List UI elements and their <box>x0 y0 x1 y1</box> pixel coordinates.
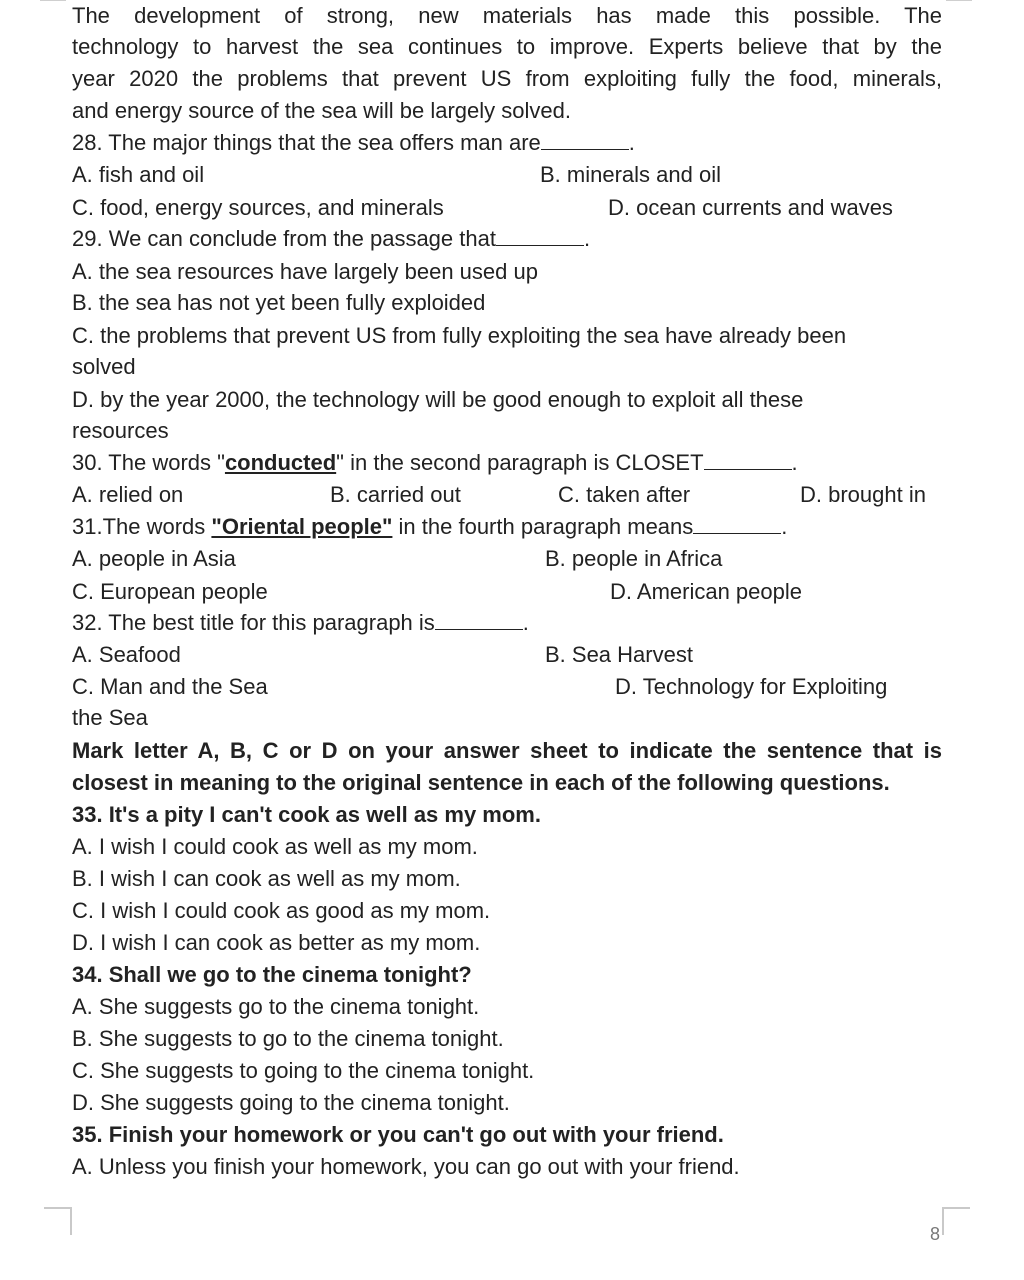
option-a: A. She suggests go to the cinema tonight. <box>72 994 480 1019</box>
option-d: D. American people <box>610 579 802 604</box>
underlined-phrase: "Oriental people" <box>211 514 393 539</box>
option-d: D. She suggests going to the cinema tonight. <box>72 1090 510 1115</box>
option-c-continued: solved <box>72 354 136 379</box>
passage-line: and energy source of the sea will be largely solved. <box>72 98 571 123</box>
option-c: C. taken after <box>558 482 691 507</box>
option-c: C. Man and the Sea <box>72 674 268 699</box>
question-29: 29. We can conclude from the passage that . <box>72 226 591 251</box>
option-c: C. I wish I could cook as good as my mom. <box>72 898 491 923</box>
option-a: A. relied on <box>72 482 184 507</box>
option-b: B. She suggests to go to the cinema tonight. <box>72 1026 504 1051</box>
option-c: C. the problems that prevent US from fully exploiting the sea have already been <box>72 323 847 348</box>
option-d: D. ocean currents and waves <box>608 195 893 220</box>
option-c: C. She suggests to going to the cinema tonight. <box>72 1058 535 1083</box>
answer-blank <box>496 227 584 246</box>
question-stem: 29. We can conclude from the passage that <box>72 226 496 251</box>
question-28: 28. The major things that the sea offers man are . <box>72 130 635 155</box>
page-edge-top-left <box>40 0 66 1</box>
option-d: D. by the year 2000, the technology will be good enough to exploit all these <box>72 387 804 412</box>
underlined-word: conducted <box>224 450 337 475</box>
option-c: C. food, energy sources, and minerals <box>72 195 444 220</box>
option-d-continued: the Sea <box>72 705 148 730</box>
answer-blank <box>693 515 781 534</box>
option-a: A. Unless you finish your homework, you can go out with your friend. <box>72 1154 740 1179</box>
option-b: B. Sea Harvest <box>545 642 693 667</box>
answer-blank <box>541 131 629 150</box>
question-33-stem: 33. It's a pity I can't cook as well as my mom. <box>72 802 541 827</box>
question-stem: 28. The major things that the sea offers man are <box>72 130 541 155</box>
passage-line: year 2020 the problems that prevent US from exploiting fully the food, minerals, <box>72 66 942 91</box>
option-a: A. the sea resources have largely been used up <box>72 259 538 284</box>
option-c: C. European people <box>72 579 268 604</box>
option-b: B. minerals and oil <box>540 162 721 187</box>
question-stem: 32. The best title for this paragraph is <box>72 610 435 635</box>
option-b: B. the sea has not yet been fully exploided <box>72 290 486 315</box>
crop-mark-bottom-left <box>44 1207 72 1235</box>
crop-mark-bottom-right <box>942 1207 970 1235</box>
question-32: 32. The best title for this paragraph is . <box>72 610 529 635</box>
page-edge-top-right <box>946 0 972 1</box>
section-instruction: closest in meaning to the original sentence in each of the following questions. <box>72 770 890 795</box>
option-b: B. I wish I can cook as well as my mom. <box>72 866 461 891</box>
passage-line: technology to harvest the sea continues to improve. Experts believe that by the <box>72 34 942 59</box>
answer-blank <box>435 611 523 630</box>
option-a: A. I wish I could cook as well as my mom. <box>72 834 478 859</box>
answer-blank <box>704 451 792 470</box>
option-d: D. brought in <box>800 482 926 507</box>
section-instruction: Mark letter A, B, C or D on your answer sheet to indicate the sentence that is <box>72 738 942 763</box>
question-31: 31.The words "Oriental people" in the fourth paragraph means . <box>72 514 788 539</box>
option-b: B. people in Africa <box>545 546 723 571</box>
option-d: D. Technology for Exploiting <box>615 674 888 699</box>
option-d-continued: resources <box>72 418 169 443</box>
question-30: 30. The words "conducted" in the second paragraph is CLOSET . <box>72 450 798 475</box>
page-number: 8 <box>930 1224 941 1244</box>
passage-line: The development of strong, new materials has made this possible. The <box>72 3 942 28</box>
option-a: A. fish and oil <box>72 162 205 187</box>
option-b: B. carried out <box>330 482 461 507</box>
option-d: D. I wish I can cook as better as my mom. <box>72 930 481 955</box>
option-a: A. Seafood <box>72 642 181 667</box>
option-a: A. people in Asia <box>72 546 236 571</box>
question-34-stem: 34. Shall we go to the cinema tonight? <box>72 962 472 987</box>
question-35-stem: 35. Finish your homework or you can't go out with your friend. <box>72 1122 724 1147</box>
